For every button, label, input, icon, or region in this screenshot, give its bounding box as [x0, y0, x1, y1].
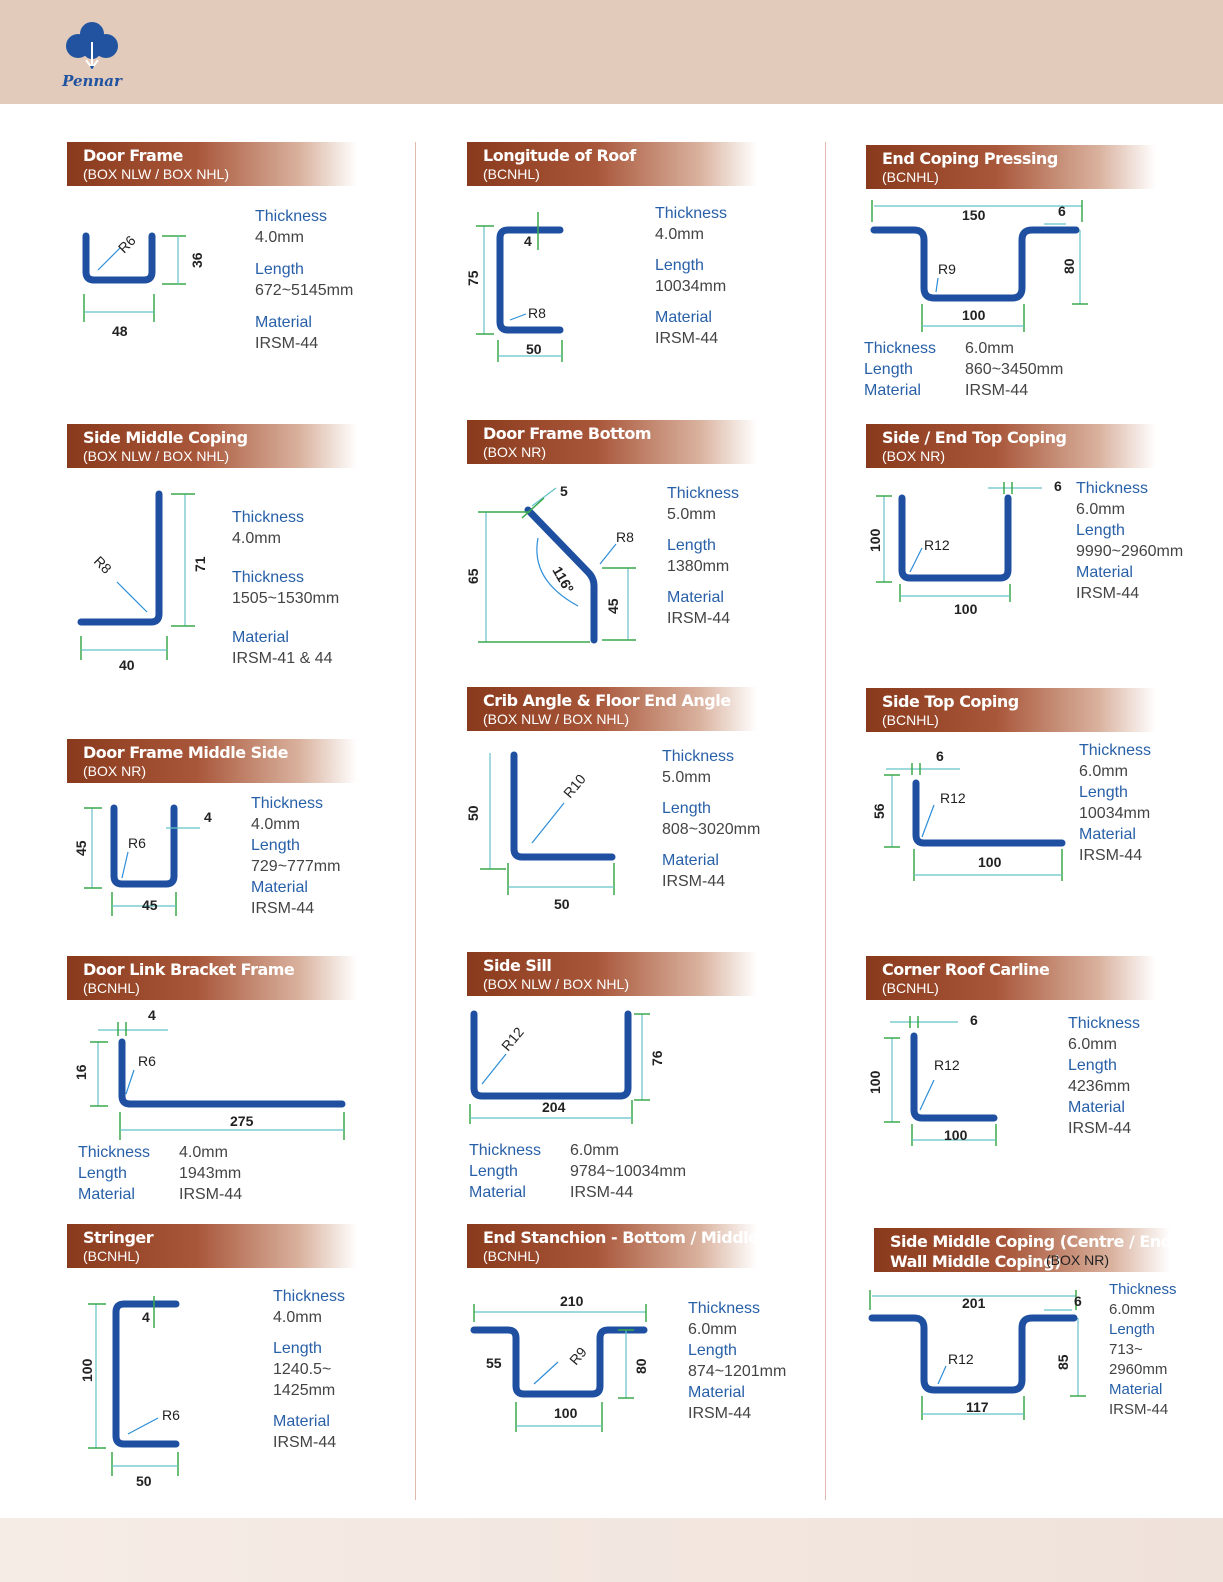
crib-angle-specs — [662, 746, 760, 892]
svg-text:100: 100 — [867, 1070, 883, 1094]
length-value-2: 1425mm — [273, 1382, 336, 1399]
side-middle-coping-diagram — [75, 486, 225, 676]
length-value: 9990~2960mm — [1076, 543, 1184, 560]
thickness-label: Thickness — [667, 485, 740, 502]
length-value: 1380mm — [667, 558, 730, 575]
end-stanchion-diagram — [464, 1288, 674, 1438]
material-label: Material — [667, 589, 724, 606]
thickness-label: Thickness — [662, 748, 735, 765]
section-title: Side Sill — [483, 956, 552, 975]
section-subtitle: (BCNHL) — [882, 980, 939, 996]
side-top-coping-header — [866, 688, 1156, 732]
svg-text:100: 100 — [79, 1358, 95, 1382]
section-title: End Coping Pressing — [882, 149, 1058, 168]
length-value: 1505~1530mm — [232, 590, 340, 607]
length-label: Length — [78, 1165, 127, 1182]
material-value: IRSM-44 — [1079, 847, 1143, 864]
svg-text:85: 85 — [1055, 1354, 1071, 1370]
thickness-label: Thickness — [232, 509, 305, 526]
svg-text:45: 45 — [605, 598, 621, 614]
thickness-label: Thickness — [655, 205, 728, 222]
material-label: Material — [1079, 826, 1136, 843]
svg-text:R12: R12 — [934, 1057, 960, 1073]
section-title: Door Frame Bottom — [483, 424, 652, 443]
svg-text:48: 48 — [112, 323, 128, 339]
svg-text:45: 45 — [73, 840, 89, 856]
stringer-diagram — [72, 1290, 222, 1490]
svg-text:6: 6 — [970, 1012, 978, 1028]
length-label: Length — [864, 361, 913, 378]
end-stanchion-specs — [688, 1298, 786, 1424]
side-middle-coping-header — [67, 424, 357, 468]
thickness-value: 4.0mm — [179, 1144, 228, 1161]
svg-text:6: 6 — [1058, 203, 1066, 219]
material-label: Material — [251, 879, 308, 896]
length-value: 4236mm — [1068, 1078, 1131, 1095]
side-middle-coping-specs — [232, 507, 339, 669]
svg-text:50: 50 — [554, 896, 570, 912]
svg-text:36: 36 — [189, 252, 205, 268]
thickness-label: Thickness — [1068, 1015, 1141, 1032]
section-title: Side / End Top Coping — [882, 428, 1067, 447]
thickness-label: Thickness — [688, 1300, 761, 1317]
material-label: Material — [688, 1384, 745, 1401]
material-label: Material — [469, 1184, 526, 1201]
svg-text:4: 4 — [142, 1309, 150, 1325]
svg-text:5: 5 — [560, 483, 568, 499]
section-subtitle: (BOX NR) — [483, 444, 546, 460]
side-middle-coping-centre-header — [874, 1228, 1170, 1272]
svg-text:R6: R6 — [128, 835, 146, 851]
thickness-label: Thickness — [1109, 1281, 1177, 1298]
material-value: IRSM-44 — [251, 900, 315, 917]
longitude-roof-specs — [655, 203, 727, 349]
svg-text:204: 204 — [542, 1099, 566, 1115]
thickness-value: 6.0mm — [1109, 1301, 1155, 1318]
column-divider-1 — [415, 142, 416, 1500]
material-value: IRSM-44 — [570, 1184, 634, 1201]
thickness-value: 6.0mm — [1068, 1036, 1117, 1053]
door-frame-bottom-header — [467, 420, 757, 464]
brand-name: Pennar — [62, 72, 122, 90]
material-value: IRSM-44 — [662, 873, 726, 890]
door-frame-bottom-specs — [667, 483, 739, 629]
length-value: 1943mm — [179, 1165, 242, 1182]
svg-text:76: 76 — [649, 1050, 665, 1066]
corner-roof-carline-specs — [1068, 1013, 1140, 1139]
material-value: IRSM-44 — [1076, 585, 1140, 602]
door-frame-middle-side-header — [67, 739, 357, 783]
length-value: 10034mm — [1079, 805, 1151, 822]
side-end-top-coping-specs — [1076, 478, 1183, 604]
section-title-2: Wall Middle Coping) — [890, 1252, 1061, 1271]
svg-text:R9: R9 — [938, 261, 956, 277]
door-frame-middle-side-specs — [251, 793, 340, 919]
material-value: IRSM-44 — [965, 382, 1029, 399]
section-subtitle: (BCNHL) — [483, 166, 540, 182]
section-subtitle: (BCNHL) — [483, 1248, 540, 1264]
length-value: 860~3450mm — [965, 361, 1064, 378]
section-subtitle: (BOX NLW / BOX NHL) — [83, 166, 229, 182]
svg-text:150: 150 — [962, 207, 986, 223]
svg-text:6: 6 — [936, 748, 944, 764]
thickness-label: Thickness — [255, 208, 328, 225]
corner-roof-carline-diagram — [862, 1008, 1012, 1148]
svg-text:R8: R8 — [528, 305, 546, 321]
length-value-1: 713~ — [1109, 1341, 1143, 1358]
thickness-value: 4.0mm — [232, 530, 281, 547]
svg-text:55: 55 — [486, 1355, 502, 1371]
thickness-label: Thickness — [273, 1288, 346, 1305]
section-subtitle: (BOX NR) — [1046, 1252, 1109, 1268]
svg-text:201: 201 — [962, 1295, 986, 1311]
svg-text:100: 100 — [554, 1405, 578, 1421]
svg-text:50: 50 — [526, 341, 542, 357]
door-frame-header — [67, 142, 357, 186]
door-frame-diagram — [70, 220, 220, 350]
crib-angle-header — [467, 687, 757, 731]
length-label: Length — [667, 537, 716, 554]
side-top-coping-diagram — [864, 745, 1074, 885]
length-value: 729~777mm — [251, 858, 341, 875]
material-label: Material — [662, 852, 719, 869]
length-label: Length — [251, 837, 300, 854]
material-label: Material — [1068, 1099, 1125, 1116]
svg-text:100: 100 — [867, 528, 883, 552]
svg-text:45: 45 — [142, 897, 158, 913]
material-value: IRSM-44 — [655, 330, 719, 347]
svg-text:80: 80 — [1061, 258, 1077, 274]
stringer-header — [67, 1224, 357, 1268]
svg-text:210: 210 — [560, 1293, 584, 1309]
svg-text:4: 4 — [524, 233, 532, 249]
svg-text:R8: R8 — [90, 552, 115, 577]
material-value: IRSM-44 — [1068, 1120, 1132, 1137]
end-stanchion-header — [467, 1224, 757, 1268]
section-title: Longitude of Roof — [483, 146, 636, 165]
material-label: Material — [255, 314, 312, 331]
material-label: Material — [1109, 1381, 1163, 1398]
material-value: IRSM-44 — [273, 1434, 337, 1451]
section-title: Door Frame — [83, 146, 183, 165]
length-label: Length — [662, 800, 711, 817]
thickness-value: 6.0mm — [1076, 501, 1125, 518]
material-label: Material — [655, 309, 712, 326]
thickness-label: Thickness — [1076, 480, 1149, 497]
svg-text:R6: R6 — [138, 1053, 156, 1069]
svg-text:R12: R12 — [498, 1023, 527, 1054]
svg-text:R6: R6 — [162, 1407, 180, 1423]
thickness-label: Thickness — [469, 1142, 542, 1159]
side-end-top-coping-diagram — [862, 478, 1072, 618]
length-value: 672~5145mm — [255, 282, 354, 299]
door-link-bracket-diagram — [68, 1008, 358, 1140]
side-top-coping-specs — [1079, 740, 1151, 866]
length-value: 9784~10034mm — [570, 1163, 687, 1180]
door-link-bracket-header — [67, 956, 357, 1000]
length-label: Length — [1079, 784, 1128, 801]
door-frame-middle-side-diagram — [70, 800, 230, 925]
svg-text:116º: 116º — [549, 563, 578, 596]
svg-text:R8: R8 — [616, 529, 634, 545]
thickness-value: 4.0mm — [655, 226, 704, 243]
svg-text:50: 50 — [136, 1473, 152, 1489]
end-coping-pressing-specs — [864, 338, 1063, 401]
material-value: IRSM-44 — [688, 1405, 752, 1422]
section-title: Corner Roof Carline — [882, 960, 1050, 979]
material-label: Material — [232, 629, 289, 646]
thickness-label: Thickness — [251, 795, 324, 812]
section-subtitle: (BOX NLW / BOX NHL) — [483, 976, 629, 992]
side-sill-diagram — [464, 1008, 664, 1128]
longitude-roof-header — [467, 142, 757, 186]
section-title-1: Side Middle Coping (Centre / End — [890, 1232, 1172, 1251]
length-value-1: 1240.5~ — [273, 1361, 332, 1378]
svg-text:40: 40 — [119, 657, 135, 673]
section-title: Side Top Coping — [882, 692, 1019, 711]
section-title: Door Link Bracket Frame — [83, 960, 295, 979]
material-label: Material — [78, 1186, 135, 1203]
thickness-value: 6.0mm — [1079, 763, 1128, 780]
thickness-label-2: Thickness — [232, 569, 305, 586]
material-label: Material — [1076, 564, 1133, 581]
section-title: Door Frame Middle Side — [83, 743, 288, 762]
length-label: Length — [688, 1342, 737, 1359]
length-label: Length — [1068, 1057, 1117, 1074]
svg-text:R10: R10 — [560, 770, 589, 801]
svg-text:6: 6 — [1074, 1293, 1082, 1309]
svg-text:71: 71 — [192, 556, 208, 572]
crib-angle-diagram — [460, 745, 630, 915]
section-subtitle: (BCNHL) — [882, 712, 939, 728]
longitude-roof-diagram — [460, 208, 580, 368]
logo-icon — [60, 20, 124, 72]
length-label: Length — [469, 1163, 518, 1180]
side-end-top-coping-header — [866, 424, 1156, 468]
thickness-value: 4.0mm — [251, 816, 300, 833]
thickness-label: Thickness — [864, 340, 937, 357]
thickness-label: Thickness — [1079, 742, 1152, 759]
section-subtitle: (BOX NR) — [83, 763, 146, 779]
thickness-value: 4.0mm — [273, 1309, 322, 1326]
side-sill-specs — [469, 1140, 686, 1203]
material-value: IRSM-41 & 44 — [232, 650, 333, 667]
length-value: 808~3020mm — [662, 821, 761, 838]
column-divider-2 — [825, 142, 826, 1500]
side-sill-header — [467, 952, 757, 996]
section-title: Side Middle Coping — [83, 428, 248, 447]
thickness-label: Thickness — [78, 1144, 151, 1161]
svg-text:R12: R12 — [924, 537, 950, 553]
material-value: IRSM-44 — [1109, 1401, 1169, 1418]
section-title: End Stanchion - Bottom / Middle — [483, 1228, 759, 1247]
svg-text:75: 75 — [465, 270, 481, 286]
svg-text:65: 65 — [465, 568, 481, 584]
door-link-bracket-specs — [78, 1142, 242, 1205]
material-label: Material — [273, 1413, 330, 1430]
thickness-value: 5.0mm — [667, 506, 716, 523]
svg-text:16: 16 — [73, 1064, 89, 1080]
section-subtitle: (BOX NLW / BOX NHL) — [483, 711, 629, 727]
door-frame-bottom-diagram — [460, 480, 650, 650]
svg-text:4: 4 — [148, 1007, 156, 1023]
section-subtitle: (BCNHL) — [83, 1248, 140, 1264]
door-frame-specs — [255, 206, 353, 354]
side-middle-coping-centre-specs — [1109, 1280, 1177, 1420]
thickness-value: 6.0mm — [688, 1321, 737, 1338]
length-label: Length — [1076, 522, 1125, 539]
section-subtitle: (BCNHL) — [882, 169, 939, 185]
thickness-value: 6.0mm — [965, 340, 1014, 357]
section-subtitle: (BOX NLW / BOX NHL) — [83, 448, 229, 464]
material-value: IRSM-44 — [667, 610, 731, 627]
pennar-logo — [60, 20, 124, 96]
length-value-2: 2960mm — [1109, 1361, 1168, 1378]
svg-text:117: 117 — [966, 1399, 989, 1415]
length-value: 10034mm — [655, 278, 727, 295]
length-value: 874~1201mm — [688, 1363, 787, 1380]
svg-text:100: 100 — [962, 307, 986, 323]
thickness-value: 5.0mm — [662, 769, 711, 786]
length-label: Length — [273, 1340, 322, 1357]
material-value: IRSM-44 — [255, 335, 319, 352]
svg-text:4: 4 — [204, 809, 212, 825]
svg-text:100: 100 — [944, 1127, 968, 1143]
svg-text:6: 6 — [1054, 478, 1062, 494]
section-title: Stringer — [83, 1228, 154, 1247]
svg-text:100: 100 — [954, 601, 978, 617]
corner-roof-carline-header — [866, 956, 1156, 1000]
svg-text:275: 275 — [230, 1113, 254, 1129]
svg-text:R12: R12 — [948, 1351, 974, 1367]
side-middle-coping-centre-diagram — [866, 1286, 1086, 1426]
footer-band — [0, 1518, 1223, 1582]
end-coping-pressing-diagram — [866, 196, 1096, 336]
svg-text:R6: R6 — [114, 232, 139, 257]
thickness-value: 6.0mm — [570, 1142, 619, 1159]
svg-text:R9: R9 — [566, 1343, 590, 1368]
material-value: IRSM-44 — [179, 1186, 243, 1203]
end-coping-pressing-header — [866, 145, 1156, 189]
length-label: Length — [1109, 1321, 1155, 1338]
svg-text:50: 50 — [465, 805, 481, 821]
length-label: Length — [655, 257, 704, 274]
svg-text:56: 56 — [871, 803, 887, 819]
header-band — [0, 0, 1223, 104]
material-label: Material — [864, 382, 921, 399]
length-label: Length — [255, 261, 304, 278]
thickness-value: 4.0mm — [255, 229, 304, 246]
svg-text:100: 100 — [978, 854, 1002, 870]
svg-text:80: 80 — [633, 1358, 649, 1374]
section-subtitle: (BCNHL) — [83, 980, 140, 996]
stringer-specs — [273, 1286, 345, 1453]
section-title: Crib Angle & Floor End Angle — [483, 691, 731, 710]
svg-text:R12: R12 — [940, 790, 966, 806]
section-subtitle: (BOX NR) — [882, 448, 945, 464]
